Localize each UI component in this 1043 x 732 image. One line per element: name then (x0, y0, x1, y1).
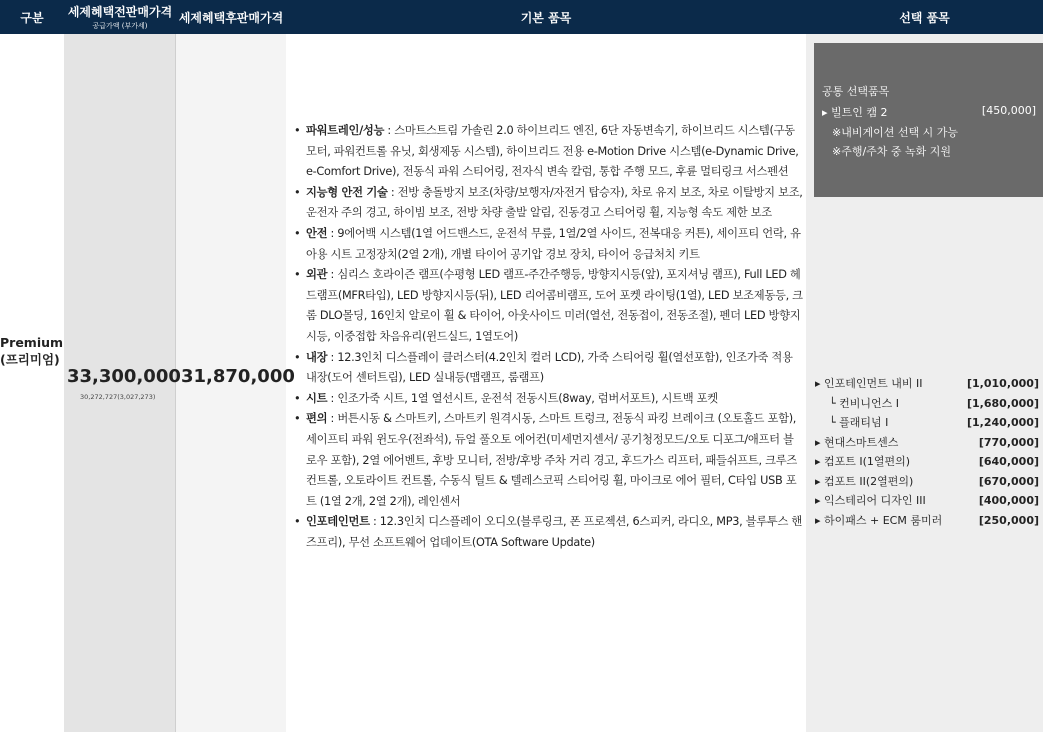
header-optional-items (806, 0, 1043, 34)
option-row (815, 472, 1039, 492)
post-tax-price: 31,870,000 (181, 366, 295, 387)
pre-tax-price: 33,300,000 (67, 366, 181, 387)
optional-items-list (815, 374, 1039, 530)
supply-price: 30,272,727(3,027,273) (80, 393, 156, 401)
basic-item-text: : 스마트스트림 가솔린 2.0 하이브리드 엔진, 6단 자동변속기, 하이브리드 시스템(구동모터, 파워컨트롤 유닛, 회생제동 시스템), 하이브리드 전용 e-Motion Drive 시스템(e-Dynamic Drive, e-Comfort Drive), 전동식 파워 스티어링, 전자식 변속 칼럼, 통합 주행 모드, 후륜 멀티링크 서스펜션 (306, 124, 799, 179)
basic-item-text: : 버튼시동 & 스마트키, 스마트키 원격시동, 스마트 트렁크, 전동식 파킹 브레이크 (오토홀드 포함), 세이프티 파워 윈도우(전좌석), 듀얼 풀오토 에어컨(미세먼지센서/ 공기청정모드/오토 디포그/애프터 블로우 포함), 2열 에어벤트, 후방 모니터, 전방/후방 주차 거리 경고, 후드가스 리프터, 패들쉬프트, 크루즈 컨트롤, 오토라이트 컨트롤, 수동식 틸트 & 텔레스코픽 스티어링 휠, 마이크로 에어 필터, C타입 USB 포트 (1열 2개, 2열 2개), 레인센서 (306, 412, 797, 508)
header-category-label: 구분 (20, 10, 44, 25)
option-row (815, 413, 1039, 433)
basic-item-safety (294, 224, 804, 265)
common-option-label: ▸ 빌트인 캠 2 (822, 106, 888, 119)
option-row (815, 433, 1039, 453)
common-options-box (814, 43, 1043, 197)
option-price: [250,000] (978, 513, 1039, 527)
option-row (815, 511, 1039, 531)
header-post-tax-price (176, 0, 286, 34)
basic-item-text: : 심리스 호라이즌 램프(수평형 LED 램프-주간주행등, 방향지시등(앞), 포지셔닝 램프), Full LED 헤드램프(MFR타입), LED 방향지시등(뒤), LED 리어콤비램프, 도어 포켓 라이팅(1열), LED 보조제동등, 크롬 DLO몰딩, 16인치 알로이 휠 & 타이어, 아웃사이드 미러(열선, 전동접이, 전동조절), 펜더 LED 방향지시등, 이중접합 차음유리(윈드실드, 1열도어) (306, 268, 803, 343)
option-price: [770,000] (978, 435, 1039, 449)
basic-items-list (294, 121, 804, 553)
header-pre-tax-price (64, 0, 176, 34)
basic-item-powertrain (294, 121, 804, 183)
option-price: [1,680,000] (967, 396, 1039, 410)
basic-item-text: : 12.3인치 디스플레이 오디오(블루링크, 폰 프로젝션, 6스피커, 라디오, MP3, 블루투스 핸즈프리), 무선 소프트웨어 업데이트(OTA Software Update) (306, 515, 803, 549)
option-label: ▸ 익스테리어 디자인 III (815, 494, 926, 507)
basic-item-interior (294, 348, 804, 389)
basic-item-safety-tech (294, 183, 804, 224)
basic-item-seat (294, 389, 804, 410)
basic-item-title: 인포테인먼트 (306, 515, 370, 529)
common-option-row (822, 104, 1036, 120)
trim-name (0, 334, 66, 368)
header-post-tax-label: 세제혜택후판매가격 (178, 10, 284, 25)
basic-item-text: : 인조가죽 시트, 1열 열선시트, 운전석 전동시트(8way, 럼버서포트), 시트백 포켓 (327, 391, 718, 405)
basic-item-convenience (294, 409, 804, 512)
trim-name-ko: (프리미엄) (0, 352, 60, 367)
option-label: ▸ 컴포트 I(1열편의) (815, 455, 911, 468)
option-price: [640,000] (978, 455, 1039, 468)
header-basic-label: 기본 품목 (520, 10, 572, 25)
basic-item-title: 파워트레인/성능 (306, 124, 385, 137)
basic-item-text: : 9에어백 시스템(1열 어드밴스드, 운전석 무릎, 1열/2열 사이드, 전복대응 커튼), 세이프티 언락, 유아용 시트 고정장치(2열 2개), 개별 타이어 공기압 경보 장치, 타이어 응급처치 키트 (306, 226, 801, 261)
common-option-price: [450,000] (981, 104, 1036, 117)
basic-item-title: 안전 (306, 226, 328, 240)
option-price: [1,010,000] (967, 377, 1039, 390)
basic-item-infotainment (294, 512, 804, 553)
basic-item-title: 지능형 안전 기술 (306, 185, 388, 199)
basic-item-title: 외관 (306, 268, 328, 282)
option-label: ▸ 컴포트 II(2열편의) (815, 474, 914, 488)
table-header (0, 0, 1043, 34)
basic-item-title: 시트 (306, 391, 328, 405)
common-option-note: ※주행/주차 중 녹화 지원 (832, 145, 952, 158)
basic-item-text: : 12.3인치 디스플레이 클러스터(4.2인치 컬러 LCD), 가죽 스티어링 휠(열선포함), 인조가죽 적용 내장(도어 센터트림), LED 실내등(맵램프, 룸램프) (306, 350, 793, 385)
option-row (815, 374, 1039, 394)
header-basic-items (286, 0, 806, 34)
option-label: ▸ 현대스마트센스 (815, 435, 899, 449)
basic-item-exterior (294, 265, 804, 347)
option-row (815, 394, 1039, 414)
option-price: [400,000] (978, 494, 1039, 507)
option-price: [670,000] (978, 474, 1039, 488)
option-label: ▸ 인포테인먼트 내비 II (815, 377, 923, 390)
option-row (815, 452, 1039, 472)
common-options-title: 공통 선택품목 (822, 85, 890, 98)
option-price: [1,240,000] (967, 416, 1039, 429)
header-pre-tax-sub: 공급가액 (부가세) (92, 22, 148, 30)
header-category (0, 0, 64, 34)
option-label: ▸ 하이패스 + ECM 룸미러 (815, 513, 943, 527)
category-column (0, 34, 64, 732)
common-option-note: ※내비게이션 선택 시 가능 (832, 126, 958, 139)
option-label: └ 컨비니언스 I (829, 396, 899, 410)
basic-item-text: : 전방 충돌방지 보조(차량/보행자/자전거 탑승자), 차로 유지 보조, 차로 이탈방지 보조, 운전자 주의 경고, 하이빔 보조, 전방 차량 출발 알림, 진동경고 스티어링 휠, 지능형 속도 제한 보조 (306, 185, 803, 220)
option-label: └ 플래티넘 I (829, 416, 889, 429)
basic-item-title: 편의 (306, 412, 328, 426)
basic-item-title: 내장 (306, 350, 328, 364)
option-row (815, 491, 1039, 511)
header-pre-tax-label: 세제혜택전판매가격 (67, 5, 173, 19)
header-optional-label: 선택 품목 (899, 10, 950, 25)
trim-name-en: Premium (0, 335, 64, 350)
